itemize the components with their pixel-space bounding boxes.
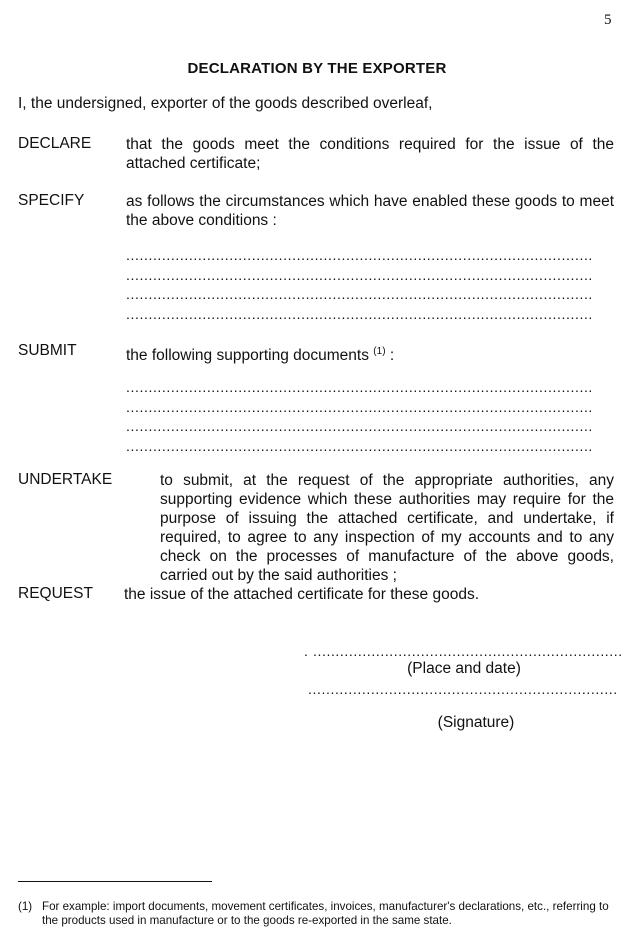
footnote-mark: (1) bbox=[18, 900, 33, 913]
place-date-line: . ..................................................................... bbox=[304, 643, 623, 659]
place-date-label: (Place and date) bbox=[407, 660, 521, 677]
specify-text: as follows the circumstances which have enabled these goods to meet the above conditions : bbox=[126, 193, 614, 229]
dotted-line: ........................................................................................................ bbox=[126, 305, 593, 322]
undertake-keyword: UNDERTAKE bbox=[18, 471, 113, 488]
page-number: 5 bbox=[604, 12, 612, 28]
submit-dotted-lines bbox=[126, 378, 624, 456]
declare-text: that the goods meet the conditions required for the issue of the attached certificate; bbox=[126, 136, 614, 172]
submit-keyword: SUBMIT bbox=[18, 342, 77, 359]
footnote-divider bbox=[18, 881, 212, 882]
submit-text-main: the following supporting documents bbox=[126, 347, 369, 365]
dotted-line: ........................................................................................................ bbox=[126, 286, 593, 302]
undertake-text: to submit, at the request of the appropriate authorities, any supporting evidence which these authorities may require for the purpose of issuing the attached certificate, and undertake, if required, to agree to any inspection of my accounts and to any check on the processes of manufacture of the above goods, carried out by the said authorities ; bbox=[160, 472, 614, 584]
dotted-line: ........................................................................................................ bbox=[126, 418, 593, 434]
signature-label: (Signature) bbox=[437, 714, 515, 731]
request-text: the issue of the attached certificate for these goods. bbox=[124, 586, 479, 603]
specify-keyword: SPECIFY bbox=[18, 192, 85, 209]
signature-line: ..................................................................... bbox=[308, 681, 618, 697]
submit-text bbox=[126, 342, 614, 365]
page-title: DECLARATION BY THE EXPORTER bbox=[187, 60, 447, 77]
request-keyword: REQUEST bbox=[18, 585, 93, 602]
dotted-line: ........................................................................................................ bbox=[126, 379, 593, 395]
footnote-text: For example: import documents, movement certificates, invoices, manufacturer's declarations, etc., referring to the products used in manufacture or to the goods re-exported in the same state. bbox=[42, 900, 609, 927]
footnote-reference: (1) bbox=[373, 346, 386, 357]
dotted-line: ........................................................................................................ bbox=[126, 247, 593, 263]
declare-keyword: DECLARE bbox=[18, 135, 92, 152]
submit-suffix: : bbox=[389, 347, 395, 365]
intro-text: I, the undersigned, exporter of the goods described overleaf, bbox=[18, 95, 433, 112]
specify-dotted-lines bbox=[126, 246, 624, 324]
dotted-line: ........................................................................................................ bbox=[126, 398, 593, 415]
dotted-line: ........................................................................................................ bbox=[126, 266, 593, 283]
dotted-line: ........................................................................................................ bbox=[126, 437, 593, 454]
